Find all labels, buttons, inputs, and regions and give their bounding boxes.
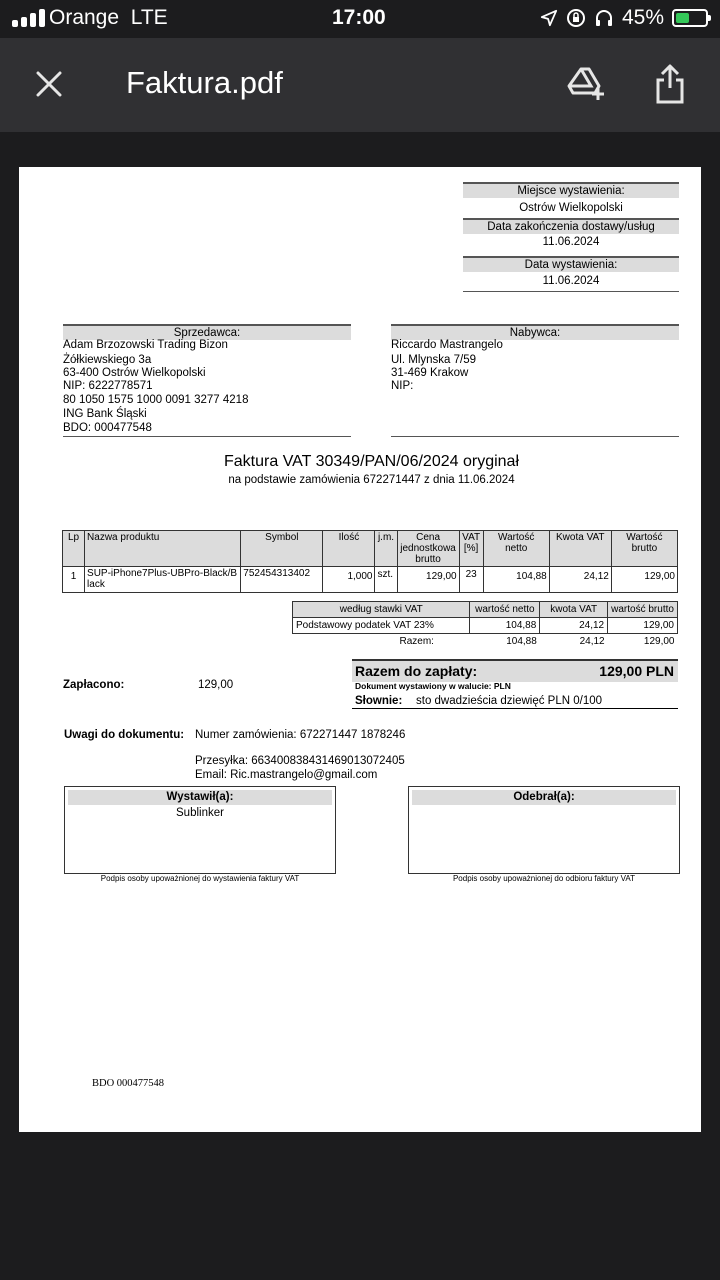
seller-line: 80 1050 1575 1000 0091 3277 4218 xyxy=(63,394,249,406)
notes-line: Numer zamówienia: 672271447 1878246 xyxy=(195,729,406,741)
seller-line: BDO: 000477548 xyxy=(63,422,152,434)
viewer-toolbar xyxy=(0,38,720,132)
item-lp: 1 xyxy=(63,567,85,593)
vat-total-vat: 24,12 xyxy=(579,636,605,647)
network-label: LTE xyxy=(130,6,168,29)
vat-col-gross: wartość brutto xyxy=(608,602,678,618)
table-row xyxy=(63,567,678,593)
seller-label: Sprzedawca: xyxy=(63,324,351,340)
headphones-icon xyxy=(594,8,614,28)
buyer-line: 31-469 Krakow xyxy=(391,367,469,379)
col-vat-amount: Kwota VAT xyxy=(549,531,611,567)
item-vat: 23 xyxy=(459,567,483,593)
seller-line: ING Bank Śląski xyxy=(63,408,147,420)
clock: 17:00 xyxy=(332,6,386,29)
paid-label: Zapłacono: xyxy=(63,679,125,691)
seller-line: Adam Brzozowski Trading Bizon xyxy=(63,339,228,351)
vat-row-net: 104,88 xyxy=(470,618,540,634)
item-price: 129,00 xyxy=(397,567,459,593)
item-gross: 129,00 xyxy=(611,567,677,593)
words-label: Słownie: xyxy=(355,695,403,707)
col-gross: Wartość brutto xyxy=(611,531,677,567)
paid-value: 129,00 xyxy=(198,679,234,691)
receiver-label: Odebrał(a): xyxy=(412,790,676,805)
notes-line: Email: Ric.mastrangelo@gmail.com xyxy=(195,769,378,781)
buyer-line: NIP: xyxy=(391,380,414,392)
dates-rule xyxy=(463,291,679,292)
issue-date-label: Data wystawienia: xyxy=(463,256,679,272)
issuer-signature-box xyxy=(64,786,336,874)
buyer-rule xyxy=(391,436,679,437)
items-table xyxy=(62,530,678,593)
share-button[interactable] xyxy=(646,60,694,108)
seller-rule xyxy=(63,436,351,437)
vat-total-label: Razem: xyxy=(399,636,434,647)
invoice-title: Faktura VAT 30349/PAN/06/2024 oryginał xyxy=(224,453,519,470)
item-name: SUP-iPhone7Plus-UBPro-Black/Black xyxy=(85,567,241,593)
seller-line: NIP: 6222778571 xyxy=(63,380,153,392)
issue-date-value: 11.06.2024 xyxy=(542,275,600,287)
item-net: 104,88 xyxy=(483,567,549,593)
items-header-row xyxy=(63,531,678,567)
vat-col-rate: według stawki VAT xyxy=(293,602,470,618)
vat-total-net: 104,88 xyxy=(506,636,537,647)
issuer-value: Sublinker xyxy=(176,807,224,819)
currency-note: Dokument wystawiony w walucie: PLN xyxy=(355,681,511,691)
col-vat: VAT [%] xyxy=(459,531,483,567)
vat-row-gross: 129,00 xyxy=(608,618,678,634)
delivery-date-label: Data zakończenia dostawy/usług xyxy=(463,218,679,234)
vat-summary-table xyxy=(292,601,678,649)
battery-icon xyxy=(672,9,708,27)
document-title: Faktura.pdf xyxy=(126,65,283,100)
invoice-subtitle: na podstawie zamówienia 672271447 z dnia 11.06.2024 xyxy=(228,474,515,486)
status-bar xyxy=(0,0,720,38)
col-lp: Lp xyxy=(63,531,85,567)
vat-total-gross: 129,00 xyxy=(643,636,675,647)
col-symbol: Symbol xyxy=(241,531,323,567)
item-unit: szt. xyxy=(375,567,397,593)
notes-label: Uwagi do dokumentu: xyxy=(64,729,185,741)
vat-total-row xyxy=(293,634,678,650)
issuer-caption: Podpis osoby upoważnionej do wystawienia faktury VAT xyxy=(100,874,300,883)
buyer-label: Nabywca: xyxy=(391,324,679,340)
place-label: Miejsce wystawienia: xyxy=(463,182,679,198)
col-net: Wartość netto xyxy=(483,531,549,567)
add-to-drive-button[interactable] xyxy=(563,60,611,108)
item-vat-amount: 24,12 xyxy=(549,567,611,593)
vat-header-row xyxy=(293,602,678,618)
carrier-label: Orange LTE xyxy=(49,6,168,29)
location-icon xyxy=(540,9,558,27)
vat-col-net: wartość netto xyxy=(470,602,540,618)
vat-row-vat: 24,12 xyxy=(540,618,608,634)
total-label: Razem do zapłaty: xyxy=(355,663,478,679)
col-price: Cena jednostkowa brutto xyxy=(397,531,459,567)
close-button[interactable] xyxy=(25,60,73,108)
words-rule xyxy=(352,708,678,709)
seller-line: Żółkiewskiego 3a xyxy=(63,354,152,366)
orientation-lock-icon xyxy=(566,8,586,28)
add-to-drive-icon xyxy=(567,66,607,102)
issuer-label: Wystawił(a): xyxy=(68,790,332,805)
pdf-page[interactable] xyxy=(19,167,701,1132)
vat-col-vat: kwota VAT xyxy=(540,602,608,618)
signal-icon xyxy=(12,9,45,27)
col-unit: j.m. xyxy=(375,531,397,567)
buyer-line: Ul. Mlynska 7/59 xyxy=(391,354,477,366)
notes-line: Przesyłka: 663400838431469013072405 xyxy=(195,755,405,767)
footer-bdo: BDO 000477548 xyxy=(92,1078,165,1089)
table-row xyxy=(293,618,678,634)
words-value: sto dwadzieścia dziewięć PLN 0/100 xyxy=(416,695,603,707)
share-icon xyxy=(654,64,686,104)
close-icon xyxy=(36,71,62,97)
total-value: 129,00 PLN xyxy=(599,663,674,679)
item-qty: 1,000 xyxy=(323,567,375,593)
vat-row-label: Podstawowy podatek VAT 23% xyxy=(293,618,470,634)
battery-percent: 45% xyxy=(621,6,664,29)
seller-line: 63-400 Ostrów Wielkopolski xyxy=(63,367,206,379)
item-symbol: 752454313402 xyxy=(241,567,323,593)
col-qty: Ilość xyxy=(323,531,375,567)
delivery-date-value: 11.06.2024 xyxy=(542,236,600,248)
place-value: Ostrów Wielkopolski xyxy=(519,202,623,214)
col-name: Nazwa produktu xyxy=(85,531,241,567)
total-box xyxy=(352,659,678,682)
receiver-caption: Podpis osoby upoważnionej do odbioru faktury VAT xyxy=(452,874,636,883)
receiver-signature-box xyxy=(408,786,680,874)
buyer-line: Riccardo Mastrangelo xyxy=(391,339,503,351)
